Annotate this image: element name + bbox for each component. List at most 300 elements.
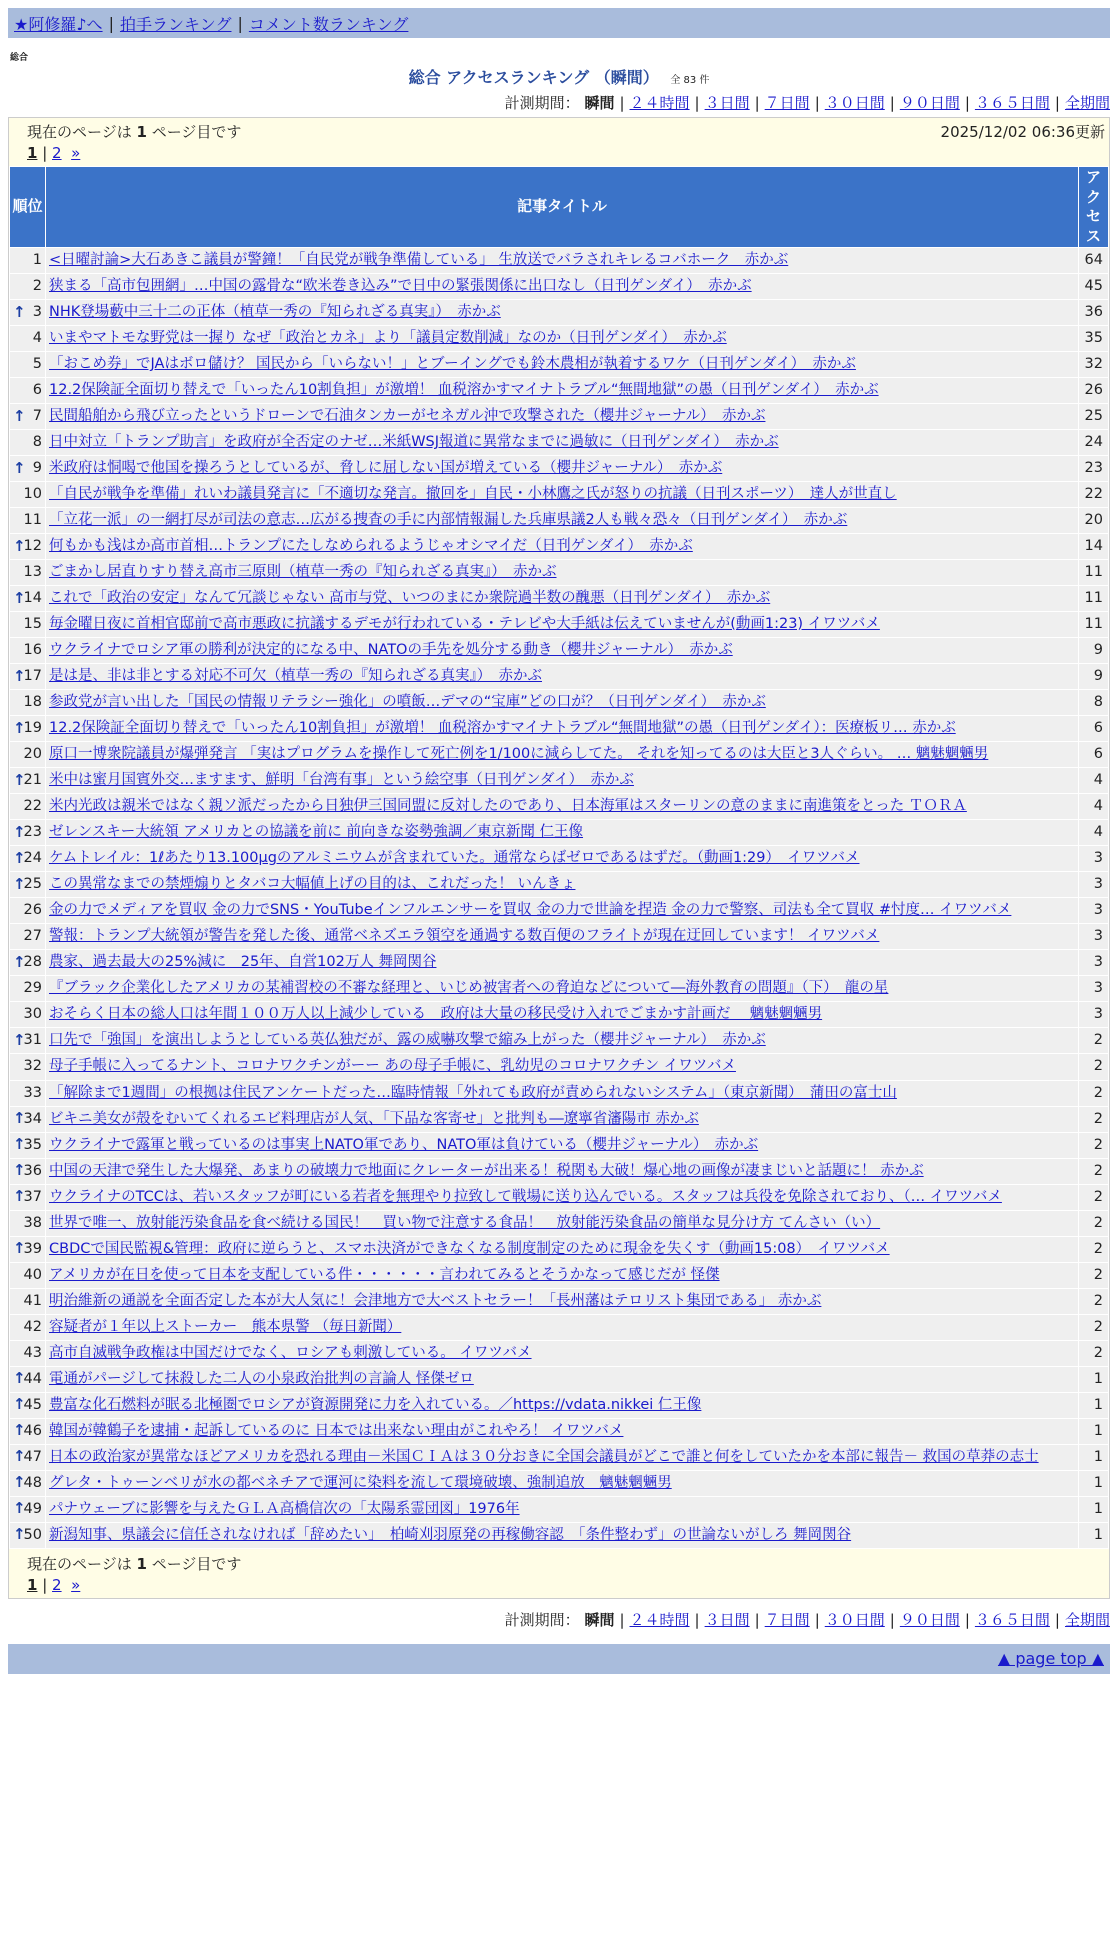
access-count: 1: [1079, 1444, 1109, 1470]
article-link[interactable]: ビキニ美女が殻をむいてくれるエビ料理店が人気、「下品な客寄せ」と批判も―遼寧省瀋陽市 赤かぶ: [49, 1110, 699, 1127]
pager-next-arrow[interactable]: »: [71, 1575, 81, 1594]
article-link[interactable]: この異常なまでの禁煙煽りとタバコ大幅値上げの目的は、これだった！ いんきょ: [49, 876, 576, 893]
access-count: 11: [1079, 560, 1109, 586]
pager-next[interactable]: 2: [52, 1575, 62, 1594]
rank-cell: [10, 950, 46, 976]
access-count: 26: [1079, 378, 1109, 404]
up-arrow-icon: ↑: [13, 770, 26, 789]
pager-current: 1: [27, 1575, 38, 1594]
article-link[interactable]: 韓国が韓鶴子を逮捕・起訴しているのに 日本では出来ない理由がこれやろ！ イワツバメ: [49, 1422, 624, 1439]
article-link[interactable]: 「解除まで1週間」の根拠は住民アンケートだった…臨時情報「外れても政府が責められないシステム」（東京新聞） 蒲田の富士山: [49, 1084, 897, 1101]
rank-number: 8: [32, 434, 42, 451]
table-row: [10, 794, 1109, 820]
rank-cell: [10, 1132, 46, 1158]
rank-number: 28: [23, 954, 42, 971]
title-cell: [46, 872, 1079, 898]
rank-number: 6: [32, 382, 42, 399]
period-0: 瞬間: [584, 1610, 615, 1629]
access-count: 3: [1079, 872, 1109, 898]
rank-number: 49: [23, 1500, 42, 1517]
article-link[interactable]: 世界で唯一、放射能汚染食品を食べ続ける国民！ 買い物で注意する食品！ 放射能汚染食品の簡単な見分け方 てんさい（い）: [49, 1214, 881, 1231]
title-cell: [46, 664, 1079, 690]
article-link[interactable]: これで「政治の安定」なんて冗談じゃない 高市与党、いつのまにか衆院過半数の醜悪（日刊ゲンダイ） 赤かぶ: [49, 590, 771, 607]
rank-cell: [10, 872, 46, 898]
rank-number: 25: [23, 876, 42, 893]
table-row: [10, 1132, 1109, 1158]
rank-cell: [10, 1106, 46, 1132]
up-arrow-icon: ↑: [13, 666, 26, 685]
article-link[interactable]: 何もかも浅はか高市首相…トランプにたしなめられるようじゃオシマイだ（日刊ゲンダイ） 赤かぶ: [49, 538, 693, 555]
access-count: 35: [1079, 326, 1109, 352]
access-count: 8: [1079, 690, 1109, 716]
col-title: 記事タイトル: [46, 167, 1079, 248]
title-cell: [46, 378, 1079, 404]
up-arrow-icon: ↑: [13, 875, 26, 893]
rank-number: 50: [23, 1526, 42, 1543]
title-cell: [46, 274, 1079, 300]
title-cell: [46, 1080, 1079, 1106]
rank-cell: [10, 508, 46, 534]
table-row: [10, 1366, 1109, 1392]
period-4[interactable]: ３０日間: [824, 1610, 885, 1629]
table-row: [10, 638, 1109, 664]
up-arrow-icon: ↑: [13, 953, 26, 972]
rank-cell: [10, 300, 46, 326]
article-link[interactable]: 口先で「強国」を演出しようとしている英仏独だが、露の威嚇攻撃で縮み上がった（櫻井ジャーナル） 赤かぶ: [49, 1032, 766, 1049]
article-link[interactable]: <日曜討論>大石あきこ議員が警鐘！「自民党が戦争準備している」 生放送でバラされキレるコバホーク 赤かぶ: [49, 252, 789, 268]
article-link[interactable]: NHK登場藪中三十二の正体（植草一秀の『知られざる真実』） 赤かぶ: [49, 304, 501, 321]
title-cell: [46, 742, 1079, 768]
table-row: [10, 872, 1109, 898]
pager-next-arrow[interactable]: »: [71, 144, 81, 162]
table-row: [10, 404, 1109, 430]
title-cell: [46, 1522, 1079, 1548]
rank-cell: [10, 586, 46, 612]
article-link[interactable]: いまやマトモな野党は一握り なぜ「政治とカネ」より「議員定数削減」なのか（日刊ゲンダイ） 赤かぶ: [49, 330, 727, 347]
title-cell: [46, 1418, 1079, 1444]
rank-cell: [10, 1054, 46, 1080]
period-5[interactable]: ９０日間: [899, 94, 960, 112]
page-info: 現在のページは 1 ページ目です: [27, 123, 242, 141]
table-row: [10, 508, 1109, 534]
table-row: [10, 1496, 1109, 1522]
article-link[interactable]: 「立花一派」の一網打尽が司法の意志…広がる捜査の手に内部情報漏した兵庫県議2人も戦々恐々（日刊ゲンダイ） 赤かぶ: [49, 512, 848, 529]
article-link[interactable]: 電通がパージして抹殺した二人の小泉政治批判の言論人 怪傑ゼロ: [49, 1370, 474, 1387]
rank-cell: [10, 1444, 46, 1470]
rank-number: 42: [23, 1318, 42, 1335]
title-cell: [46, 1340, 1079, 1366]
rank-cell: [10, 1262, 46, 1288]
pager-next[interactable]: 2: [52, 144, 62, 162]
article-link[interactable]: 日中対立「トランプ助言」を政府が全否定のナゼ…米紙WSJ報道に異常なまでに過敏に（日刊ゲンダイ） 赤かぶ: [49, 434, 779, 451]
table-row: [10, 430, 1109, 456]
article-link[interactable]: CBDCで国民監視&管理：政府に逆らうと、スマホ決済ができなくなる制度制定のために現金を失くす（動画15:08） イワツバメ: [49, 1240, 890, 1257]
period-6[interactable]: ３６５日間: [974, 94, 1050, 112]
pager-bottom: 1 | 2 »: [9, 1574, 1109, 1598]
article-link[interactable]: 「おこめ券」でJAはボロ儲け？ 国民から「いらない！」とブーイングでも鈴木農相が執着するワケ（日刊ゲンダイ） 赤かぶ: [49, 356, 856, 373]
title-cell: [46, 560, 1079, 586]
article-link[interactable]: 母子手帳に入ってるナント、コロナワクチンがーー あの母子手帳に、乳幼児のコロナワクチン イワツバメ: [49, 1058, 736, 1075]
rank-cell: [10, 352, 46, 378]
article-link[interactable]: パナウェーブに影響を与えたＧＬＡ高橋信次の「太陽系霊団図」1976年: [49, 1500, 520, 1517]
rank-number: 12: [23, 538, 42, 555]
period-7[interactable]: 全期間: [1064, 1610, 1110, 1629]
rank-number: 17: [23, 668, 42, 685]
up-arrow-icon: ↑: [13, 536, 26, 555]
period-1[interactable]: ２４時間: [629, 1610, 690, 1629]
up-arrow-icon: ↑: [13, 1473, 26, 1492]
rank-cell: [10, 638, 46, 664]
rank-number: 31: [23, 1032, 42, 1049]
table-row: [10, 820, 1109, 846]
title-cell: [46, 300, 1079, 326]
article-link[interactable]: 容疑者が１年以上ストーカー 熊本県警 （毎日新聞）: [49, 1318, 402, 1335]
article-link[interactable]: 毎金曜日夜に首相官邸前で高市悪政に抗議するデモが行われている・テレビや大手紙は伝えていませんが(動画1:23) イワツバメ: [49, 616, 880, 633]
title-cell: [46, 1314, 1079, 1340]
table-row: [10, 1444, 1109, 1470]
article-link[interactable]: 中国の天津で発生した大爆発、あまりの破壊力で地面にクレーターが出来る！税関も大破！爆心地の画像が凄まじいと話題に！ 赤かぶ: [49, 1162, 924, 1179]
rank-cell: [10, 560, 46, 586]
table-row: [10, 1392, 1109, 1418]
page-title: [8, 65, 1110, 88]
access-count: 25: [1079, 404, 1109, 430]
article-link[interactable]: 豊富な化石燃料が眠る北極圏でロシアが資源開発に力を入れている。／https://vdata.nikkei 仁王像: [49, 1396, 702, 1413]
table-row: [10, 1262, 1109, 1288]
rank-cell: [10, 274, 46, 300]
article-link[interactable]: 12.2保険証全面切り替えで「いったん10割負担」が激増！ 血税溶かすマイナトラブル“無間地獄”の愚（日刊ゲンダイ）：医療板リ… 赤かぶ: [49, 720, 956, 737]
rank-cell: [10, 768, 46, 794]
access-count: 2: [1079, 1054, 1109, 1080]
updated-time: 2025/12/02 06:36更新: [940, 123, 1105, 141]
rank-cell: [10, 976, 46, 1002]
ranking-table: [9, 166, 1109, 1549]
up-arrow-icon: ↑: [13, 1421, 26, 1440]
access-count: 36: [1079, 300, 1109, 326]
rank-cell: [10, 1288, 46, 1314]
table-row: [10, 378, 1109, 404]
access-count: 2: [1079, 1184, 1109, 1210]
rank-cell: [10, 430, 46, 456]
rank-cell: [10, 742, 46, 768]
rank-number: 44: [23, 1370, 42, 1387]
rank-number: 19: [23, 720, 42, 737]
rank-number: 1: [32, 252, 42, 268]
rank-cell: [10, 716, 46, 742]
nav-separator: |: [237, 13, 243, 33]
rank-number: 5: [32, 356, 42, 373]
rank-number: 40: [23, 1266, 42, 1283]
title-cell: [46, 586, 1079, 612]
access-count: 1: [1079, 1366, 1109, 1392]
rank-cell: [10, 1210, 46, 1236]
rank-cell: [10, 248, 46, 274]
up-arrow-icon: ↑: [13, 1031, 26, 1050]
up-arrow-icon: ↑: [13, 848, 26, 867]
table-row: [10, 716, 1109, 742]
table-row: [10, 898, 1109, 924]
title-cell: [46, 1392, 1079, 1418]
access-count: 20: [1079, 508, 1109, 534]
access-count: 6: [1079, 742, 1109, 768]
table-row: [10, 248, 1109, 274]
title-cell: [46, 794, 1079, 820]
rank-number: 33: [23, 1084, 42, 1101]
period-2[interactable]: ３日間: [704, 1610, 750, 1629]
period-label: 計測期間：: [504, 94, 580, 112]
title-cell: [46, 508, 1079, 534]
access-count: 11: [1079, 612, 1109, 638]
up-arrow-icon: ↑: [13, 1369, 26, 1388]
period-2[interactable]: ３日間: [704, 94, 750, 112]
title-cell: [46, 1444, 1079, 1470]
rank-cell: [10, 326, 46, 352]
article-link[interactable]: ウクライナで露軍と戦っているのは事実上NATO軍であり、NATO軍は負けている（櫻井ジャーナル） 赤かぶ: [49, 1136, 759, 1153]
access-count: 3: [1079, 950, 1109, 976]
rank-number: 23: [23, 824, 42, 841]
rank-cell: [10, 1418, 46, 1444]
table-row: [10, 1054, 1109, 1080]
access-count: 2: [1079, 1262, 1109, 1288]
article-link[interactable]: 『ブラック企業化したアメリカの某補習校の不審な経理と、いじめ被害者への脅迫などについて―海外教育の問題』（下） 龍の星: [49, 980, 889, 997]
rank-cell: [10, 1002, 46, 1028]
table-row: [10, 1002, 1109, 1028]
up-arrow-icon: ↑: [13, 1499, 26, 1518]
article-link[interactable]: ウクライナのTCCは、若いスタッフが町にいる若者を無理やり拉致して戦場に送り込んでいる。スタッフは兵役を免除されており、（… イワツバメ: [49, 1188, 1002, 1205]
page-top-link[interactable]: ▲ page top ▲: [997, 1649, 1104, 1669]
up-arrow-icon: ↑: [13, 1525, 26, 1544]
article-link[interactable]: 新潟知事、県議会に信任されなければ「辞めたい」 柏崎刈羽原発の再稼働容認 「条件整わず」の世論ないがしろ 舞岡関谷: [49, 1526, 852, 1543]
article-link[interactable]: 警報：トランプ大統領が警告を発した後、通常ベネズエラ領空を通過する数百便のフライトが現在迂回しています！ イワツバメ: [49, 928, 880, 945]
table-row: [10, 456, 1109, 482]
rank-cell: [10, 1158, 46, 1184]
access-count: 24: [1079, 430, 1109, 456]
rank-number: 18: [23, 694, 42, 711]
table-row: [10, 976, 1109, 1002]
title-cell: [46, 352, 1079, 378]
title-cell: [46, 1470, 1079, 1496]
up-arrow-icon: ↑: [13, 822, 26, 841]
rank-cell: [10, 664, 46, 690]
rank-number: 47: [23, 1448, 42, 1465]
access-count: 2: [1079, 1132, 1109, 1158]
article-link[interactable]: 農家、過去最大の25%減に 25年、自営102万人 舞岡関谷: [49, 954, 437, 971]
access-count: 4: [1079, 794, 1109, 820]
article-link[interactable]: 米中は蜜月国賓外交…ますます、鮮明「台湾有事」という絵空事（日刊ゲンダイ） 赤かぶ: [49, 772, 634, 789]
rank-number: 14: [23, 590, 42, 607]
access-count: 9: [1079, 638, 1109, 664]
table-row: [10, 1470, 1109, 1496]
access-count: 3: [1079, 898, 1109, 924]
article-link[interactable]: 高市自滅戦争政権は中国だけでなく、ロシアも刺激している。 イワツバメ: [49, 1344, 532, 1361]
access-count: 45: [1079, 274, 1109, 300]
access-count: 4: [1079, 768, 1109, 794]
page-info: 現在のページは 1 ページ目です: [27, 1554, 242, 1573]
rank-number: 36: [23, 1162, 42, 1179]
access-count: 2: [1079, 1288, 1109, 1314]
period-1[interactable]: ２４時間: [629, 94, 690, 112]
period-selector: 計測期間： 瞬間 | ２４時間 | ３日間 | ７日間 | ３０日間 | ９０日間 | ３６５日間 | 全期間: [504, 94, 1110, 112]
article-link[interactable]: アメリカが在日を使って日本を支配している件・・・・・・言われてみるとそうかなって感じだが 怪傑: [49, 1266, 720, 1283]
nav-separator: |: [108, 13, 114, 33]
title-cell: [46, 690, 1079, 716]
rank-cell: [10, 846, 46, 872]
article-link[interactable]: 参政党が言い出した「国民の情報リテラシー強化」の噴飯…デマの“宝庫”どの口が？（日刊ゲンダイ） 赤かぶ: [49, 694, 766, 711]
title-cell: [46, 430, 1079, 456]
article-link[interactable]: 米内光政は親米ではなく親ソ派だったから日独伊三国同盟に反対したのであり、日本海軍はスターリンの意のままに南進策をとった ＴＯＲＡ: [49, 798, 967, 815]
title-cell: [46, 924, 1079, 950]
rank-number: 4: [32, 330, 42, 347]
article-link[interactable]: 狭まる「高市包囲網」…中国の露骨な“欧米巻き込み”で日中の緊張関係に出口なし（日刊ゲンダイ） 赤かぶ: [49, 278, 752, 295]
table-row: [10, 534, 1109, 560]
rank-number: 30: [23, 1006, 42, 1023]
page-info-bar-bottom: [9, 1549, 1109, 1574]
rank-number: 48: [23, 1474, 42, 1491]
article-link[interactable]: ごまかし居直りすり替え高市三原則（植草一秀の『知られざる真実』） 赤かぶ: [49, 564, 557, 581]
total-count: 全 83 件: [670, 75, 710, 86]
article-link[interactable]: グレタ・トゥーンベリが水の都ベネチアで運河に染料を流して環境破壊、強制追放 魑魅魍魎男: [49, 1474, 672, 1491]
up-arrow-icon: ↑: [13, 1161, 26, 1180]
article-link[interactable]: 米政府は恫喝で他国を操ろうとしているが、脅しに屈しない国が増えている（櫻井ジャーナル） 赤かぶ: [49, 460, 723, 477]
rank-cell: [10, 482, 46, 508]
article-link[interactable]: ゼレンスキー大統領 アメリカとの協議を前に 前向きな姿勢強調／東京新聞 仁王像: [49, 824, 584, 841]
title-cell: [46, 950, 1079, 976]
title-cell: [46, 1132, 1079, 1158]
access-count: 2: [1079, 1340, 1109, 1366]
period-7[interactable]: 全期間: [1064, 94, 1110, 112]
article-link[interactable]: 「自民が戦争を準備」れいわ議員発言に「不適切な発言。撤回を」自民・小林鷹之氏が怒りの抗議（日刊スポーツ） 達人が世直し: [49, 486, 897, 503]
article-link[interactable]: 原口一博衆院議員が爆弾発言 「実はプログラムを操作して死亡例を1/100に減らしてた。 それを知ってるのは大臣と3人ぐらい。 … 魑魅魍魎男: [49, 746, 989, 763]
access-count: 9: [1079, 664, 1109, 690]
title-cell: [46, 1158, 1079, 1184]
ranking-title: 総合 アクセスランキング （瞬間）: [408, 68, 659, 87]
page-info-bar: [9, 118, 1109, 142]
access-count: 2: [1079, 1028, 1109, 1054]
access-count: 2: [1079, 1210, 1109, 1236]
table-row: [10, 742, 1109, 768]
article-link[interactable]: ウクライナでロシア軍の勝利が決定的になる中、NATOの手先を処分する動き（櫻井ジャーナル） 赤かぶ: [49, 642, 733, 659]
article-link[interactable]: おそらく日本の総人口は年間１００万人以上減少している 政府は大量の移民受け入れでごまかす計画だ 魑魅魍魎男: [49, 1006, 823, 1023]
table-row: [10, 768, 1109, 794]
title-cell: [46, 482, 1079, 508]
access-count: 1: [1079, 1418, 1109, 1444]
table-row: [10, 690, 1109, 716]
rank-cell: [10, 924, 46, 950]
title-cell: [46, 716, 1079, 742]
title-cell: [46, 1262, 1079, 1288]
title-cell: [46, 820, 1079, 846]
rank-number: 13: [23, 564, 42, 581]
access-count: 3: [1079, 976, 1109, 1002]
rank-number: 16: [23, 642, 42, 659]
title-cell: [46, 976, 1079, 1002]
up-arrow-icon: ↑: [13, 458, 26, 477]
access-count: 2: [1079, 1236, 1109, 1262]
table-row: [10, 1158, 1109, 1184]
title-cell: [46, 1288, 1079, 1314]
pager: 1 | 2 »: [9, 142, 1109, 166]
up-arrow-icon: ↑: [13, 406, 26, 425]
table-row: [10, 1418, 1109, 1444]
rank-number: 10: [23, 486, 42, 503]
table-row: [10, 586, 1109, 612]
access-count: 23: [1079, 456, 1109, 482]
title-cell: [46, 612, 1079, 638]
rank-number: 20: [23, 746, 42, 763]
access-count: 32: [1079, 352, 1109, 378]
article-link[interactable]: 金の力でメディアを買収 金の力でSNS・YouTubeインフルエンサーを買収 金の力で世論を捏造 金の力で警察、司法も全て買収 #忖度… イワツバメ: [49, 902, 1012, 919]
title-cell: [46, 404, 1079, 430]
up-arrow-icon: ↑: [13, 1109, 26, 1128]
up-arrow-icon: ↑: [13, 718, 26, 737]
title-cell: [46, 1054, 1079, 1080]
access-count: 1: [1079, 1470, 1109, 1496]
access-count: 2: [1079, 1158, 1109, 1184]
article-link[interactable]: 日本の政治家が異常なほどアメリカを恐れる理由－米国ＣＩＡは３０分おきに全国会議員がどこで誰と何をしていたかを本部に報告－ 救国の草莽の志士: [49, 1448, 1039, 1465]
top-nav-link-2[interactable]: コメント数ランキング: [248, 14, 409, 34]
period-3[interactable]: ７日間: [764, 94, 810, 112]
rank-number: 22: [23, 798, 42, 815]
rank-cell: [10, 1366, 46, 1392]
rank-cell: [10, 1470, 46, 1496]
rank-cell: [10, 534, 46, 560]
rank-number: 37: [23, 1188, 42, 1205]
table-row: [10, 300, 1109, 326]
rank-cell: [10, 1340, 46, 1366]
article-link[interactable]: 12.2保険証全面切り替えで「いったん10割負担」が激増！ 血税溶かすマイナトラブル“無間地獄”の愚（日刊ゲンダイ） 赤かぶ: [49, 382, 879, 399]
title-cell: [46, 768, 1079, 794]
article-link[interactable]: 明治維新の通説を全面否定した本が大人気に！会津地方で大ベストセラー！「長州藩はテロリスト集団である」 赤かぶ: [49, 1292, 822, 1309]
rank-cell: [10, 1184, 46, 1210]
title-cell: [46, 326, 1079, 352]
access-count: 1: [1079, 1392, 1109, 1418]
up-arrow-icon: ↑: [13, 1447, 26, 1466]
up-arrow-icon: ↑: [13, 302, 26, 321]
rank-number: 7: [32, 408, 42, 425]
access-count: 2: [1079, 1080, 1109, 1106]
col-access: アクセス: [1079, 167, 1109, 248]
period-0: 瞬間: [584, 94, 615, 112]
title-cell: [46, 1184, 1079, 1210]
article-link[interactable]: ケムトレイル：1ℓあたり13.100μgのアルミニウムが含まれていた。通常ならばゼロであるはずだ。（動画1:29） イワツバメ: [49, 850, 860, 867]
rank-number: 21: [23, 772, 42, 789]
table-row: [10, 1028, 1109, 1054]
table-row: [10, 1106, 1109, 1132]
period-5[interactable]: ９０日間: [899, 1610, 960, 1629]
rank-number: 35: [23, 1136, 42, 1153]
rank-cell: [10, 404, 46, 430]
period-4[interactable]: ３０日間: [824, 94, 885, 112]
top-nav-link-1[interactable]: 拍手ランキング: [119, 14, 232, 34]
access-count: 6: [1079, 716, 1109, 742]
article-link[interactable]: 是は是、非は非とする対応不可欠（植草一秀の『知られざる真実』） 赤かぶ: [49, 668, 542, 685]
up-arrow-icon: ↑: [13, 1187, 26, 1206]
article-link[interactable]: 民間船舶から飛び立ったというドローンで石油タンカーがセネガル沖で攻撃された（櫻井ジャーナル） 赤かぶ: [49, 408, 766, 425]
rank-number: 26: [23, 902, 42, 919]
rank-number: 41: [23, 1292, 42, 1309]
rank-number: 43: [23, 1344, 42, 1361]
period-6[interactable]: ３６５日間: [974, 1610, 1050, 1629]
top-nav-link-0[interactable]: ★阿修羅♪へ: [14, 14, 103, 34]
title-cell: [46, 1210, 1079, 1236]
rank-number: 39: [23, 1240, 42, 1257]
table-row: [10, 352, 1109, 378]
top-nav: [8, 8, 1110, 38]
section-tag: 総合: [10, 53, 29, 63]
access-count: 22: [1079, 482, 1109, 508]
table-row: [10, 1314, 1109, 1340]
period-3[interactable]: ７日間: [764, 1610, 810, 1629]
table-row: [10, 1236, 1109, 1262]
